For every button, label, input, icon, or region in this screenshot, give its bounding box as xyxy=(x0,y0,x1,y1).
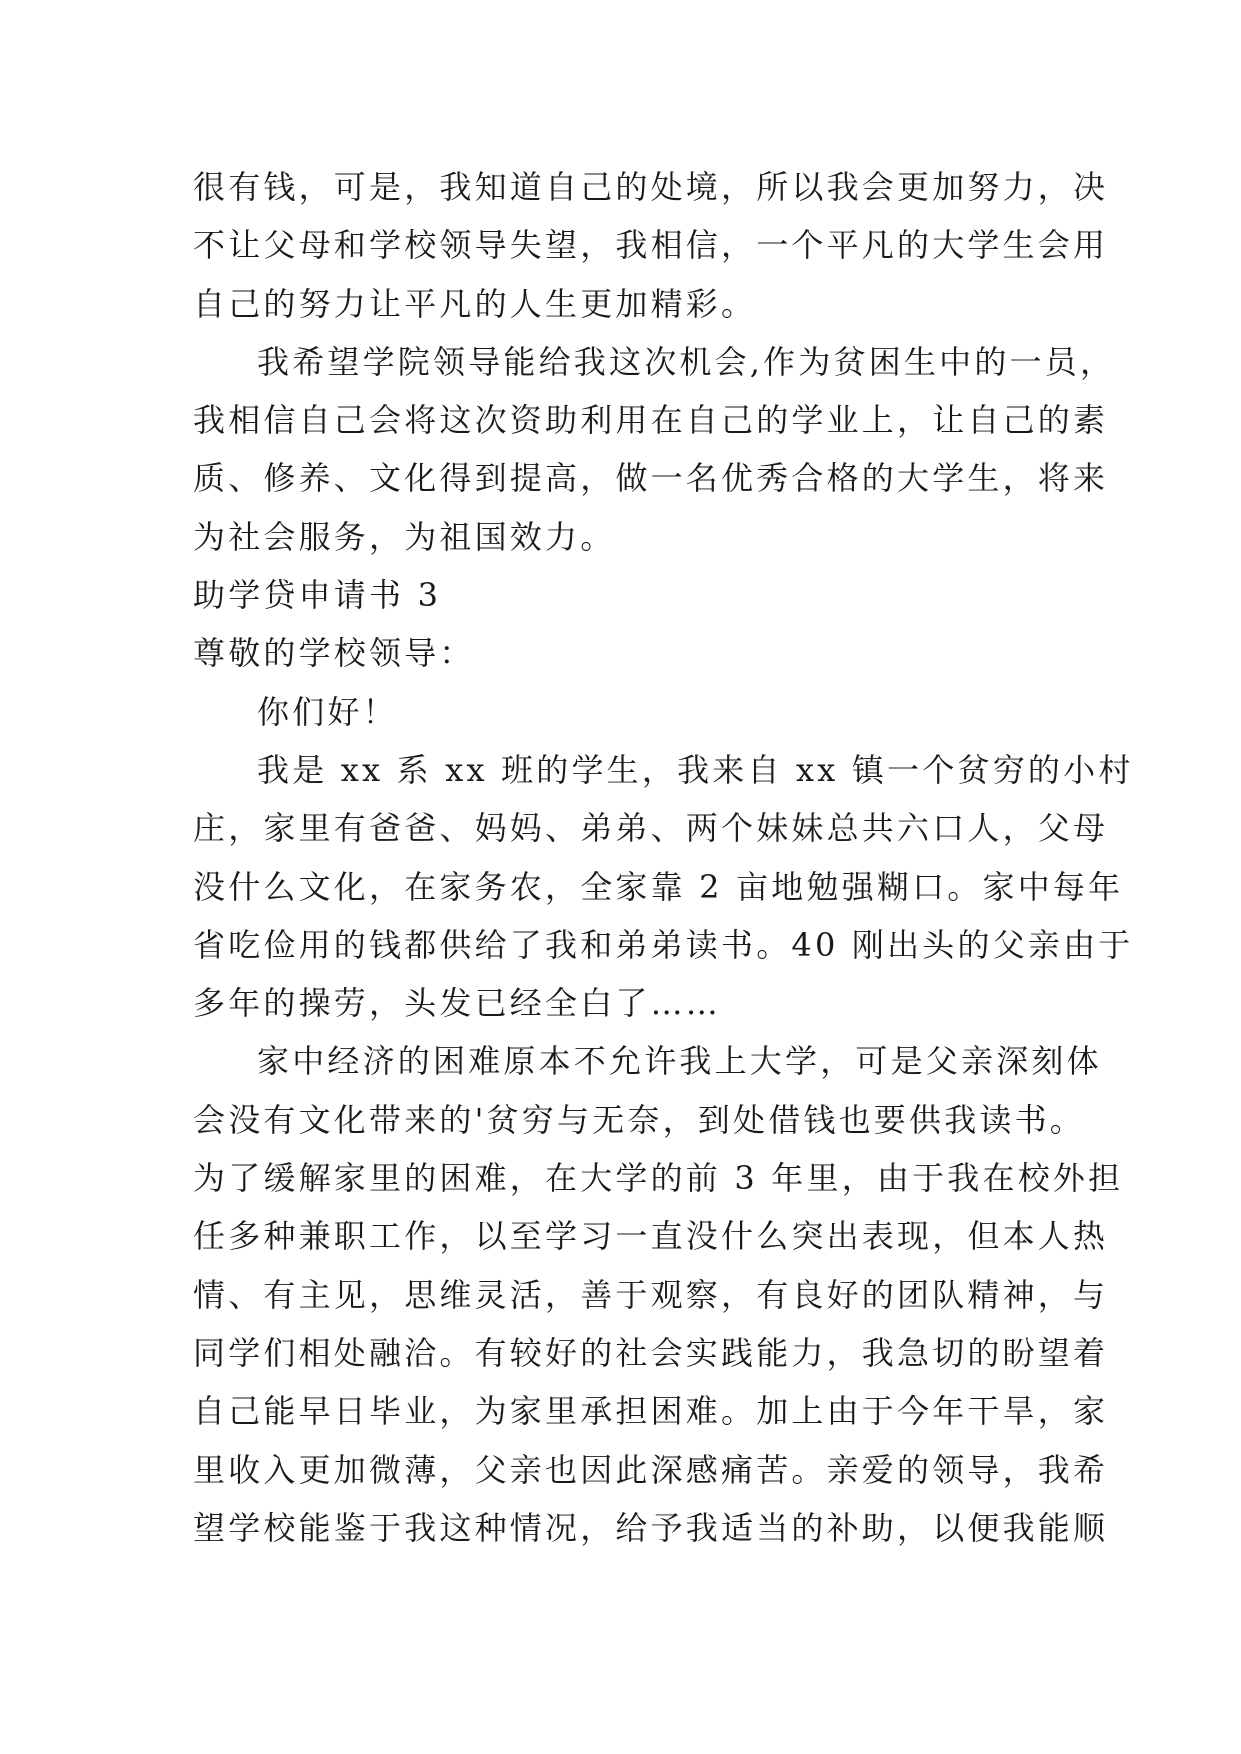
text-line: 很有钱，可是，我知道自己的处境，所以我会更加努力，决 xyxy=(193,168,1109,206)
text-line: 庄，家里有爸爸、妈妈、弟弟、两个妹妹总共六口人，父母 xyxy=(193,809,1109,848)
text-line: 多年的操劳，头发已经全白了…… xyxy=(193,984,722,1023)
text-line: 为了缓解家里的困难，在大学的前 3 年里，由于我在校外担 xyxy=(193,1159,1124,1198)
document-body xyxy=(193,158,1134,1557)
section-heading: 助学贷申请书 3 xyxy=(193,576,442,615)
text-line: 任多种兼职工作，以至学习一直没什么突出表现，但本人热 xyxy=(193,1217,1109,1256)
greeting: 你们好！ xyxy=(257,692,398,731)
salutation: 尊敬的学校领导： xyxy=(193,634,475,673)
paragraph-start-line: 我希望学院领导能给我这次机会,作为贫困生中的一员， xyxy=(257,342,1116,381)
text-line: 里收入更加微薄，父亲也因此深感痛苦。亲爱的领导，我希 xyxy=(193,1450,1109,1489)
text-line: 不让父母和学校领导失望，我相信，一个平凡的大学生会用 xyxy=(193,226,1109,265)
text-line: 省吃俭用的钱都供给了我和弟弟读书。40 刚出头的父亲由于 xyxy=(193,925,1134,964)
text-line: 质、修养、文化得到提高，做一名优秀合格的大学生，将来 xyxy=(193,459,1109,498)
text-line: 望学校能鉴于我这种情况，给予我适当的补助，以便我能顺 xyxy=(193,1508,1109,1547)
text-line: 会没有文化带来的'贫穷与无奈，到处借钱也要供我读书。 xyxy=(193,1100,1085,1139)
text-line: 为社会服务，为祖国效力。 xyxy=(193,517,616,556)
text-line: 自己能早日毕业，为家里承担困难。加上由于今年干旱，家 xyxy=(193,1392,1109,1431)
text-line: 自己的努力让平凡的人生更加精彩。 xyxy=(193,284,757,323)
paragraph-start-line: 家中经济的困难原本不允许我上大学，可是父亲深刻体 xyxy=(257,1042,1102,1081)
text-line: 我相信自己会将这次资助利用在自己的学业上，让自己的素 xyxy=(193,401,1109,440)
text-line: 同学们相处融洽。有较好的社会实践能力，我急切的盼望着 xyxy=(193,1333,1109,1372)
paragraph-start-line: 我是 xx 系 xx 班的学生，我来自 xx 镇一个贫穷的小村 xyxy=(257,750,1134,789)
text-line: 情、有主见，思维灵活，善于观察，有良好的团队精神，与 xyxy=(193,1275,1109,1314)
text-line: 没什么文化，在家务农，全家靠 2 亩地勉强糊口。家中每年 xyxy=(193,867,1124,906)
